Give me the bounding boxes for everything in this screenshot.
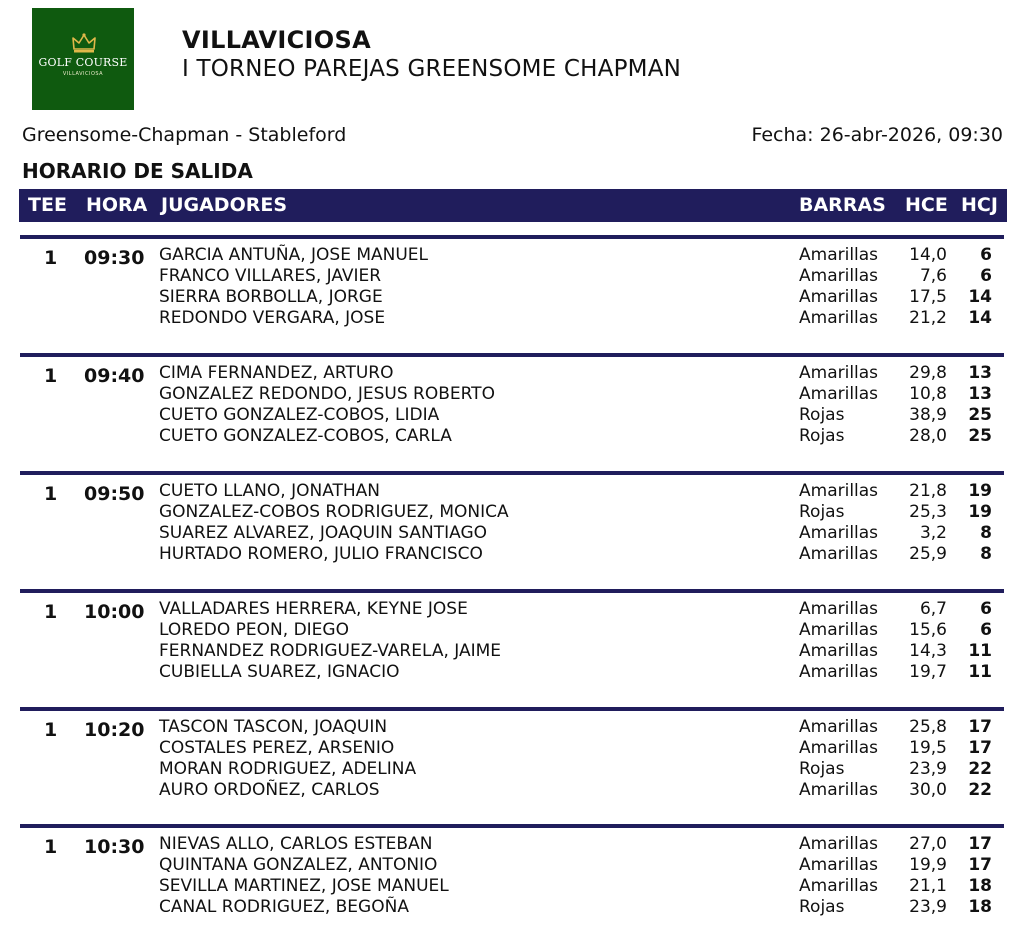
player-hce: 25,3 <box>909 502 947 522</box>
player-name: CANAL RODRIGUEZ, BEGOÑA <box>159 897 409 917</box>
player-hce: 19,7 <box>909 662 947 682</box>
event-title: I TORNEO PAREJAS GREENSOME CHAPMAN <box>182 56 682 82</box>
group-hora: 10:30 <box>84 836 145 858</box>
column-header-jugadores: JUGADORES <box>161 194 288 216</box>
player-name: SUAREZ ALVAREZ, JOAQUIN SANTIAGO <box>159 523 487 543</box>
player-row <box>0 308 1023 329</box>
player-name: SEVILLA MARTINEZ, JOSE MANUEL <box>159 876 449 896</box>
player-hcj: 22 <box>968 780 992 800</box>
tee-time-group <box>0 707 1023 817</box>
player-hcj: 17 <box>968 855 992 875</box>
player-hcj: 6 <box>980 620 992 640</box>
player-hce: 30,0 <box>909 780 947 800</box>
group-divider <box>20 824 1004 828</box>
player-barras: Rojas <box>799 426 845 446</box>
player-row <box>0 717 1023 738</box>
player-hce: 21,8 <box>909 481 947 501</box>
column-header-hora: HORA <box>86 194 148 216</box>
tee-time-group <box>0 471 1023 581</box>
player-hce: 21,2 <box>909 308 947 328</box>
player-hce: 14,3 <box>909 641 947 661</box>
player-hce: 38,9 <box>909 405 947 425</box>
player-name: SIERRA BORBOLLA, JORGE <box>159 287 383 307</box>
group-divider <box>20 589 1004 593</box>
player-hce: 19,5 <box>909 738 947 758</box>
player-hcj: 18 <box>968 897 992 917</box>
player-name: REDONDO VERGARA, JOSE <box>159 308 386 328</box>
player-hce: 23,9 <box>909 897 947 917</box>
player-hcj: 11 <box>968 662 992 682</box>
player-row <box>0 405 1023 426</box>
player-barras: Rojas <box>799 759 845 779</box>
player-name: GONZALEZ-COBOS RODRIGUEZ, MONICA <box>159 502 509 522</box>
player-barras: Amarillas <box>799 834 879 854</box>
group-hora: 09:50 <box>84 483 145 505</box>
player-hcj: 8 <box>980 523 992 543</box>
player-name: FERNANDEZ RODRIGUEZ-VARELA, JAIME <box>159 641 502 661</box>
player-barras: Amarillas <box>799 662 879 682</box>
player-hce: 14,0 <box>909 245 947 265</box>
player-name: LOREDO PEON, DIEGO <box>159 620 349 640</box>
player-hcj: 6 <box>980 245 992 265</box>
player-hce: 28,0 <box>909 426 947 446</box>
column-header-hcj: HCJ <box>961 194 998 216</box>
player-hce: 27,0 <box>909 834 947 854</box>
club-logo <box>32 8 134 110</box>
player-barras: Amarillas <box>799 544 879 564</box>
player-row <box>0 287 1023 308</box>
player-barras: Rojas <box>799 405 845 425</box>
player-hcj: 19 <box>968 481 992 501</box>
group-tee: 1 <box>44 483 58 505</box>
player-row <box>0 780 1023 801</box>
player-hcj: 13 <box>968 363 992 383</box>
player-barras: Amarillas <box>799 780 879 800</box>
player-barras: Amarillas <box>799 876 879 896</box>
player-barras: Amarillas <box>799 620 879 640</box>
player-row <box>0 426 1023 447</box>
table-header <box>19 189 1007 222</box>
player-row <box>0 363 1023 384</box>
player-hce: 3,2 <box>919 523 947 543</box>
date-label: Fecha: 26-abr-2026, 09:30 <box>751 124 1003 146</box>
group-divider <box>20 235 1004 239</box>
player-barras: Amarillas <box>799 523 879 543</box>
player-hcj: 17 <box>968 834 992 854</box>
player-hcj: 13 <box>968 384 992 404</box>
player-name: VALLADARES HERRERA, KEYNE JOSE <box>159 599 468 619</box>
player-name: CUBIELLA SUAREZ, IGNACIO <box>159 662 400 682</box>
player-hce: 25,8 <box>909 717 947 737</box>
player-barras: Amarillas <box>799 855 879 875</box>
tee-time-group <box>0 353 1023 463</box>
tee-time-group <box>0 824 1023 934</box>
player-row <box>0 245 1023 266</box>
player-hcj: 17 <box>968 717 992 737</box>
logo-text-main: GOLF COURSE <box>38 56 128 69</box>
player-hce: 15,6 <box>909 620 947 640</box>
logo-text-sub: VILLAVICIOSA <box>62 71 104 77</box>
player-name: TASCON TASCON, JOAQUIN <box>159 717 388 737</box>
player-hcj: 8 <box>980 544 992 564</box>
player-barras: Amarillas <box>799 266 879 286</box>
player-row <box>0 641 1023 662</box>
player-hcj: 18 <box>968 876 992 896</box>
group-divider <box>20 707 1004 711</box>
player-row <box>0 834 1023 855</box>
player-row <box>0 266 1023 287</box>
player-barras: Amarillas <box>799 738 879 758</box>
player-hce: 25,9 <box>909 544 947 564</box>
player-row <box>0 599 1023 620</box>
player-hce: 21,1 <box>909 876 947 896</box>
player-row <box>0 897 1023 918</box>
player-name: MORAN RODRIGUEZ, ADELINA <box>159 759 417 779</box>
player-hcj: 11 <box>968 641 992 661</box>
player-row <box>0 855 1023 876</box>
column-header-hce: HCE <box>905 194 948 216</box>
player-row <box>0 544 1023 565</box>
group-tee: 1 <box>44 836 58 858</box>
player-hcj: 14 <box>968 308 992 328</box>
player-row <box>0 876 1023 897</box>
group-divider <box>20 471 1004 475</box>
player-hcj: 6 <box>980 599 992 619</box>
player-hcj: 6 <box>980 266 992 286</box>
player-name: CIMA FERNANDEZ, ARTURO <box>159 363 394 383</box>
player-name: CUETO GONZALEZ-COBOS, CARLA <box>159 426 452 446</box>
player-hcj: 22 <box>968 759 992 779</box>
player-barras: Amarillas <box>799 308 879 328</box>
player-name: CUETO LLANO, JONATHAN <box>159 481 381 501</box>
section-title: HORARIO DE SALIDA <box>22 159 253 183</box>
player-hcj: 19 <box>968 502 992 522</box>
player-hce: 23,9 <box>909 759 947 779</box>
player-row <box>0 738 1023 759</box>
player-hce: 10,8 <box>909 384 947 404</box>
player-hce: 17,5 <box>909 287 947 307</box>
player-barras: Amarillas <box>799 717 879 737</box>
column-header-barras: BARRAS <box>799 194 886 216</box>
player-name: GARCIA ANTUÑA, JOSE MANUEL <box>159 245 429 265</box>
player-hce: 19,9 <box>909 855 947 875</box>
group-hora: 09:30 <box>84 247 145 269</box>
player-row <box>0 662 1023 683</box>
player-row <box>0 384 1023 405</box>
tee-time-group <box>0 235 1023 345</box>
player-row <box>0 620 1023 641</box>
player-barras: Amarillas <box>799 384 879 404</box>
player-name: CUETO GONZALEZ-COBOS, LIDIA <box>159 405 440 425</box>
player-hce: 29,8 <box>909 363 947 383</box>
player-hcj: 25 <box>968 426 992 446</box>
crown-icon <box>71 32 97 54</box>
player-barras: Rojas <box>799 897 845 917</box>
player-hce: 6,7 <box>919 599 947 619</box>
group-tee: 1 <box>44 601 58 623</box>
player-barras: Amarillas <box>799 287 879 307</box>
group-divider <box>20 353 1004 357</box>
group-tee: 1 <box>44 247 58 269</box>
column-header-tee: TEE <box>28 194 67 216</box>
player-name: COSTALES PEREZ, ARSENIO <box>159 738 395 758</box>
group-tee: 1 <box>44 365 58 387</box>
player-name: GONZALEZ REDONDO, JESUS ROBERTO <box>159 384 495 404</box>
player-row <box>0 759 1023 780</box>
player-barras: Rojas <box>799 502 845 522</box>
player-barras: Amarillas <box>799 481 879 501</box>
player-barras: Amarillas <box>799 599 879 619</box>
player-hcj: 14 <box>968 287 992 307</box>
player-barras: Amarillas <box>799 641 879 661</box>
player-row <box>0 502 1023 523</box>
group-hora: 10:20 <box>84 719 145 741</box>
tee-time-group <box>0 589 1023 699</box>
player-name: AURO ORDOÑEZ, CARLOS <box>159 780 380 800</box>
player-row <box>0 481 1023 502</box>
player-hcj: 25 <box>968 405 992 425</box>
player-name: NIEVAS ALLO, CARLOS ESTEBAN <box>159 834 433 854</box>
group-tee: 1 <box>44 719 58 741</box>
player-hce: 7,6 <box>919 266 947 286</box>
player-name: FRANCO VILLARES, JAVIER <box>159 266 382 286</box>
player-barras: Amarillas <box>799 245 879 265</box>
group-hora: 09:40 <box>84 365 145 387</box>
player-barras: Amarillas <box>799 363 879 383</box>
player-name: HURTADO ROMERO, JULIO FRANCISCO <box>159 544 483 564</box>
player-name: QUINTANA GONZALEZ, ANTONIO <box>159 855 438 875</box>
modality-label: Greensome-Chapman - Stableford <box>22 124 347 146</box>
club-title: VILLAVICIOSA <box>182 26 371 54</box>
player-hcj: 17 <box>968 738 992 758</box>
group-hora: 10:00 <box>84 601 145 623</box>
player-row <box>0 523 1023 544</box>
